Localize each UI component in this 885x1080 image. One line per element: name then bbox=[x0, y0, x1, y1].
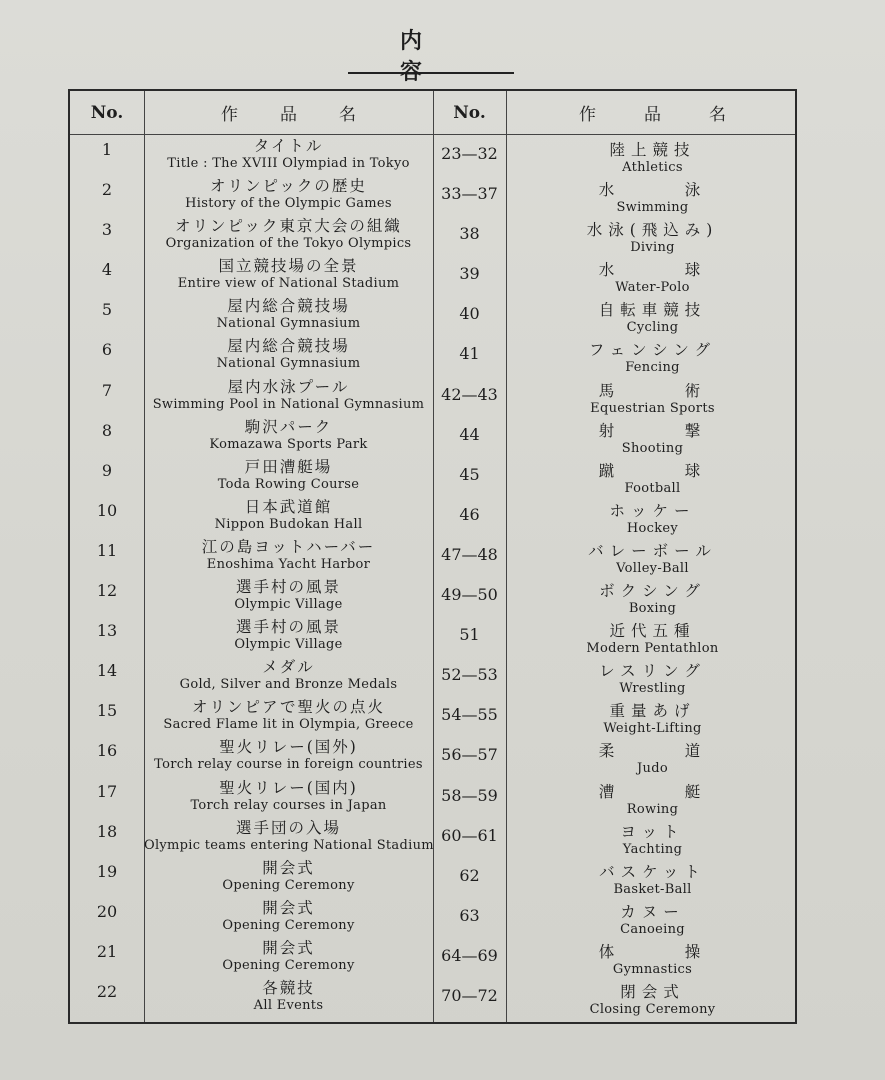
entry-title-2 bbox=[506, 899, 799, 939]
entry-title-2-english: Basket-Ball bbox=[613, 881, 692, 897]
entry-title-2 bbox=[506, 378, 799, 418]
entry-number-2: 41 bbox=[459, 344, 480, 364]
entry-title-japanese: 江の島ヨットハーバー bbox=[201, 537, 376, 556]
entry-title-2-english: Yachting bbox=[622, 841, 683, 857]
entry-title bbox=[144, 257, 433, 297]
entry-number-2: 46 bbox=[459, 504, 480, 524]
entry-number-2: 70—72 bbox=[441, 985, 498, 1005]
entry-title bbox=[144, 979, 433, 1019]
entry-title-japanese: 日本武道館 bbox=[244, 497, 333, 516]
table-row bbox=[70, 779, 795, 819]
entry-title-2 bbox=[506, 698, 799, 738]
entry-title-2-english: Swimming bbox=[616, 200, 689, 216]
entry-title-2-japanese: 陸上競技 bbox=[609, 141, 696, 159]
table-row bbox=[70, 738, 795, 778]
entry-number: 14 bbox=[96, 661, 118, 681]
entry-number-2: 38 bbox=[459, 224, 480, 244]
entry-title bbox=[144, 578, 433, 618]
entry-title bbox=[144, 337, 433, 377]
entry-title-2-english: Diving bbox=[630, 240, 675, 256]
table-row bbox=[70, 337, 795, 377]
entry-title-english: Olympic teams entering National Stadium bbox=[144, 837, 434, 853]
entry-number-2: 44 bbox=[459, 424, 480, 444]
entry-title-2-english: Athletics bbox=[622, 160, 683, 175]
entry-title bbox=[144, 177, 433, 217]
entry-title bbox=[144, 217, 433, 257]
entry-number-2: 64—69 bbox=[441, 945, 498, 965]
entry-number: 2 bbox=[101, 180, 113, 200]
entry-title-2-english: Weight-Lifting bbox=[603, 721, 702, 737]
table-row bbox=[70, 418, 795, 458]
entry-title-english: All Events bbox=[253, 997, 324, 1013]
entry-title-english: National Gymnasium bbox=[216, 316, 361, 332]
entry-title-japanese: 屋内総合競技場 bbox=[227, 337, 350, 356]
entry-title-2 bbox=[506, 979, 799, 1019]
entry-title-2 bbox=[506, 458, 799, 498]
entry-title-english: Title : The XVIII Olympiad in Tokyo bbox=[167, 156, 410, 171]
table-row bbox=[70, 578, 795, 618]
entry-title-japanese: 聖火リレー(国外) bbox=[219, 738, 358, 757]
entry-title-2 bbox=[506, 418, 799, 458]
entry-title-japanese: オリンピックの歴史 bbox=[210, 177, 367, 196]
table-row bbox=[70, 257, 795, 297]
entry-title-2-english: Gymnastics bbox=[612, 961, 693, 977]
entry-title-japanese: オリンピアで聖火の点火 bbox=[192, 698, 385, 717]
entry-number-2: 62 bbox=[459, 865, 480, 885]
table-row bbox=[70, 618, 795, 658]
entry-number-2: 39 bbox=[459, 264, 480, 284]
entry-number: 3 bbox=[101, 220, 113, 240]
entry-title-japanese: 国立競技場の全景 bbox=[218, 257, 359, 276]
entry-title-2 bbox=[506, 658, 799, 698]
entry-number: 19 bbox=[96, 861, 118, 881]
entry-title-2-japanese: 蹴 球 bbox=[598, 461, 707, 480]
entry-title-2-japanese: 水 泳 bbox=[598, 181, 707, 200]
entry-number-2: 60—61 bbox=[441, 825, 498, 845]
entry-title-2-english: Cycling bbox=[626, 320, 679, 336]
entry-title-2-english: Canoeing bbox=[620, 921, 685, 937]
entry-number-2: 63 bbox=[459, 905, 480, 925]
entry-title-2-english: Rowing bbox=[626, 801, 679, 817]
entry-number: 6 bbox=[101, 340, 113, 360]
entry-title-2 bbox=[506, 618, 799, 658]
entry-title-2 bbox=[506, 297, 799, 337]
table-row bbox=[70, 458, 795, 498]
entry-title-english: Swimming Pool in National Gymnasium bbox=[152, 396, 425, 412]
entry-number: 18 bbox=[96, 821, 118, 841]
entry-number: 4 bbox=[101, 260, 113, 280]
entry-title-2-japanese: 漕 艇 bbox=[598, 782, 707, 801]
table-row bbox=[70, 177, 795, 217]
entry-title-japanese: 開会式 bbox=[262, 938, 315, 957]
entry-title-2-japanese: 水 球 bbox=[598, 261, 707, 280]
entry-title-japanese: 選手村の風景 bbox=[235, 578, 341, 597]
entry-number: 8 bbox=[101, 420, 113, 440]
entry-number: 7 bbox=[101, 380, 113, 400]
entry-title-2 bbox=[506, 177, 799, 217]
entry-title-2-japanese: 閉会式 bbox=[620, 982, 685, 1001]
entry-title-2-english: Football bbox=[624, 480, 681, 496]
entry-title-2-english: Water-Polo bbox=[615, 280, 690, 296]
header-no-2: No. bbox=[453, 102, 486, 123]
header-title-2: 作品名 bbox=[579, 105, 774, 125]
entry-title-2-english: Modern Pentathlon bbox=[586, 641, 719, 657]
entry-title-2-japanese: 自転車競技 bbox=[598, 301, 707, 320]
entry-title bbox=[144, 658, 433, 698]
entry-title-2-japanese: ヨット bbox=[620, 822, 685, 841]
entry-number-2: 51 bbox=[459, 625, 480, 645]
entry-number: 17 bbox=[96, 781, 118, 801]
entry-number-2: 23—32 bbox=[441, 144, 498, 163]
entry-title bbox=[144, 899, 433, 939]
entry-title-2-japanese: バスケット bbox=[599, 862, 706, 881]
entry-number-2: 52—53 bbox=[441, 665, 498, 685]
entry-title-2-japanese: 近代五種 bbox=[609, 622, 696, 641]
entry-number: 16 bbox=[96, 741, 118, 761]
entry-title-2 bbox=[506, 498, 799, 538]
entry-title-2-english: Boxing bbox=[628, 601, 677, 617]
entry-number: 11 bbox=[96, 540, 118, 560]
entry-title-2 bbox=[506, 939, 799, 979]
entry-title-english: Torch relay course in foreign countries bbox=[154, 757, 423, 773]
contents-table bbox=[68, 89, 797, 1024]
entry-title-japanese: タイトル bbox=[253, 137, 324, 155]
entry-title-2-japanese: カヌー bbox=[620, 902, 685, 921]
entry-title-2 bbox=[506, 137, 799, 177]
entry-title-2-english: Closing Ceremony bbox=[589, 1001, 716, 1017]
entry-title bbox=[144, 538, 433, 578]
entry-title-japanese: メダル bbox=[262, 658, 315, 677]
entry-title bbox=[144, 297, 433, 337]
entry-title-english: Entire view of National Stadium bbox=[177, 276, 400, 292]
entry-title-2 bbox=[506, 819, 799, 859]
entry-title-2-english: Wrestling bbox=[619, 681, 686, 697]
entry-number-2: 49—50 bbox=[441, 585, 498, 605]
entry-title-2 bbox=[506, 538, 799, 578]
entry-title-english: National Gymnasium bbox=[216, 356, 361, 372]
entry-title-2-english: Volley-Ball bbox=[616, 560, 689, 576]
entry-title-japanese: 聖火リレー(国内) bbox=[219, 778, 358, 797]
entry-number-2: 33—37 bbox=[441, 184, 498, 204]
entry-title-english: Gold, Silver and Bronze Medals bbox=[179, 677, 398, 693]
entry-number: 5 bbox=[101, 300, 113, 320]
entry-title bbox=[144, 378, 433, 418]
entry-title bbox=[144, 939, 433, 979]
entry-number-2: 42—43 bbox=[441, 384, 498, 404]
entry-number-2: 40 bbox=[459, 304, 480, 324]
entry-title-2 bbox=[506, 859, 799, 899]
entry-number: 13 bbox=[96, 621, 118, 641]
entry-title bbox=[144, 698, 433, 738]
entry-title-japanese: 駒沢パーク bbox=[244, 417, 333, 436]
table-row bbox=[70, 498, 795, 538]
entry-number: 10 bbox=[96, 500, 118, 520]
entry-title-english: Olympic Village bbox=[234, 637, 343, 653]
entry-title bbox=[144, 618, 433, 658]
table-row bbox=[70, 939, 795, 979]
entry-title-japanese: 屋内総合競技場 bbox=[227, 297, 350, 316]
entry-title-2 bbox=[506, 738, 799, 778]
entry-number: 21 bbox=[96, 941, 118, 961]
entry-title-2-japanese: 体 操 bbox=[598, 942, 707, 961]
table-row bbox=[70, 698, 795, 738]
entry-title bbox=[144, 859, 433, 899]
table-row bbox=[70, 979, 795, 1019]
entry-title-2-japanese: レスリング bbox=[599, 662, 706, 681]
entry-title-2-japanese: 馬 術 bbox=[598, 381, 707, 400]
entry-title-english: Opening Ceremony bbox=[222, 917, 355, 933]
entry-number-2: 45 bbox=[459, 464, 480, 484]
entry-title-japanese: 戸田漕艇場 bbox=[244, 457, 333, 476]
entry-title-japanese: 屋内水泳プール bbox=[227, 377, 350, 396]
entry-number: 22 bbox=[96, 981, 118, 1001]
entry-title-english: Torch relay courses in Japan bbox=[190, 797, 387, 813]
entry-title-english: Opening Ceremony bbox=[222, 957, 355, 973]
entry-title-japanese: 各競技 bbox=[262, 978, 315, 997]
table-row bbox=[70, 378, 795, 418]
entry-title-english: Enoshima Yacht Harbor bbox=[206, 556, 371, 572]
entry-number: 15 bbox=[96, 701, 118, 721]
entry-title-2-japanese: ホッケー bbox=[609, 501, 696, 520]
header-title: 作品名 bbox=[221, 105, 398, 125]
entry-number-2: 58—59 bbox=[441, 785, 498, 805]
entry-title-japanese: 選手団の入場 bbox=[235, 818, 341, 837]
entry-title-japanese: 開会式 bbox=[262, 858, 315, 877]
entry-title-2-english: Hockey bbox=[626, 520, 679, 536]
entry-title-japanese: 開会式 bbox=[262, 898, 315, 917]
header-no: No. bbox=[90, 102, 124, 123]
entry-title bbox=[144, 458, 433, 498]
table-row bbox=[70, 217, 795, 257]
entry-title-2 bbox=[506, 257, 799, 297]
entry-title bbox=[144, 738, 433, 778]
entry-title-english: Nippon Budokan Hall bbox=[214, 516, 363, 532]
entry-title-2-japanese: ボクシング bbox=[599, 582, 706, 601]
table-body bbox=[70, 137, 795, 1019]
entry-title-2 bbox=[506, 217, 799, 257]
entry-number: 1 bbox=[101, 140, 113, 159]
entry-title-english: Organization of the Tokyo Olympics bbox=[165, 236, 412, 252]
entry-number-2: 56—57 bbox=[441, 745, 498, 765]
entry-title-2-english: Fencing bbox=[625, 360, 680, 376]
entry-title bbox=[144, 498, 433, 538]
entry-title-japanese: オリンピック東京大会の組織 bbox=[175, 217, 402, 236]
table-row bbox=[70, 538, 795, 578]
entry-number: 12 bbox=[96, 581, 118, 601]
entry-title-english: Toda Rowing Course bbox=[217, 476, 360, 492]
entry-title-english: Olympic Village bbox=[234, 597, 343, 613]
entry-title-2 bbox=[506, 337, 799, 377]
entry-title bbox=[144, 819, 433, 859]
entry-title-japanese: 選手村の風景 bbox=[235, 618, 341, 637]
entry-title-2 bbox=[506, 578, 799, 618]
table-row bbox=[70, 297, 795, 337]
entry-title-english: Komazawa Sports Park bbox=[209, 436, 368, 452]
entry-title-2-english: Judo bbox=[637, 761, 668, 777]
entry-title bbox=[144, 418, 433, 458]
entry-title-2-english: Shooting bbox=[621, 440, 684, 456]
page-title: 内容 bbox=[348, 38, 514, 74]
entry-title-2-japanese: 射 撃 bbox=[598, 421, 707, 440]
entry-number-2: 47—48 bbox=[441, 544, 498, 564]
entry-title-2-japanese: 重量あげ bbox=[609, 702, 696, 721]
header-divider bbox=[70, 134, 795, 135]
entry-title-2-japanese: 柔 道 bbox=[598, 742, 707, 761]
entry-title-2-japanese: 水泳(飛込み) bbox=[586, 221, 719, 240]
entry-title-english: Sacred Flame lit in Olympia, Greece bbox=[163, 717, 414, 733]
entry-number: 9 bbox=[101, 460, 113, 480]
entry-title-2-japanese: バレーボール bbox=[588, 541, 717, 560]
table-row bbox=[70, 137, 795, 177]
entry-title-2-japanese: フェンシング bbox=[588, 341, 717, 360]
entry-title bbox=[144, 137, 433, 177]
entry-number-2: 54—55 bbox=[441, 705, 498, 725]
entry-title-2 bbox=[506, 779, 799, 819]
table-row bbox=[70, 899, 795, 939]
table-row bbox=[70, 658, 795, 698]
table-row bbox=[70, 819, 795, 859]
entry-title-english: Opening Ceremony bbox=[222, 877, 355, 893]
entry-title-english: History of the Olympic Games bbox=[185, 196, 392, 212]
table-row bbox=[70, 859, 795, 899]
entry-number: 20 bbox=[96, 901, 118, 921]
entry-title-2-english: Equestrian Sports bbox=[590, 400, 715, 416]
entry-title bbox=[144, 779, 433, 819]
